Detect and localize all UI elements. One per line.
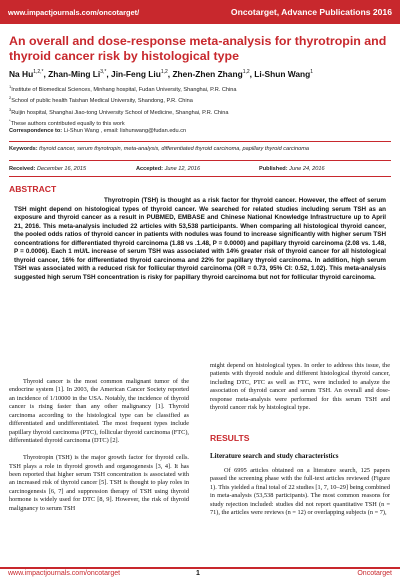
author-list: Na $Hu^{1,2,*}$, Zhan-Ming $Li^{3,*}$, Jin-Feng Liu$^{1,2}$, Zhen-Zhen Zhang$^{1,2}$, Li-Shun Wang$^1$ (9, 69, 314, 79)
received-date (9, 166, 86, 172)
journal-publication-info: Oncotarget, Advance Publications 2016 (230, 7, 392, 17)
affiliation-text: These authors contributed equally to this work (10, 121, 125, 128)
paragraph: Thyroid cancer is the most common malignant tumor of the endocrine system [1]. In 2003, the American Cancer Society reported an incidence of 1/10000 in the USA. Notably, the incidence of thyroid cancer is rising faster than any other malignancy [1]. Thyroid carcinoma according to the histological type can be classified as differentiated and undifferentiated. The most frequent types include papillary thyroid carcinoma (PTC), follicular thyroid carcinoma (FTC), differentiated thyroid carcinoma (DTC) [2]. (9, 378, 189, 445)
affiliations (9, 83, 391, 129)
article-title: An overall and dose-response meta-analysis for thyrotropin and thyroid cancer risk by histological type (9, 34, 387, 63)
results-subheading: Literature search and study characteristics (210, 452, 339, 460)
author-name: Li-Shun Wang (254, 69, 311, 79)
published-value: June 24, 2016 (289, 166, 325, 172)
divider (9, 176, 391, 177)
affiliation-marker: * (9, 118, 11, 124)
accepted-date (136, 166, 200, 172)
author-affiliation-marker: 3,* (100, 69, 107, 76)
right-column-results (210, 467, 390, 526)
footer-url[interactable]: www.impactjournals.com/oncotarget (8, 570, 121, 577)
received-label: Received: (9, 166, 36, 172)
paragraph: might depend on histological types. In order to address this issue, the patients with thyroid nodule and different histological thyroid cancer, including DTC, PTC as well as FTC, were included to analyze the association of thyroid cancer and serum TSH. An overall and dose-response meta-analysis were performed for this serum TSH and thyroid cancer risk by histological type. (210, 362, 390, 412)
author-affiliation-marker: 1,2 (160, 69, 168, 76)
keywords (9, 146, 391, 152)
published-label: Published: (259, 166, 288, 172)
results-heading: RESULTS (210, 433, 250, 443)
divider (9, 160, 391, 161)
keywords-label: Keywords: (9, 146, 38, 152)
affiliation-marker: 3 (9, 106, 12, 112)
paragraph: Of 6995 articles obtained on a literature search, 125 papers passed the screening phase with the full-text articles reviewed (Figure 1). This yielded a final total of 22 studies [1, 7, 10–29] being combined in meta-analysis (53,538 participants). The most common reasons for study rejection included: studies did not report quantitative TSH (n = 71), the articles were reviews (n = 12) or overlapping subjects (n = 7), (210, 467, 390, 517)
page-number: 1 (196, 570, 200, 577)
left-column (9, 378, 189, 522)
abstract-heading: ABSTRACT (9, 184, 57, 194)
accepted-label: Accepted: (136, 166, 164, 172)
correspondence-text[interactable]: Li-Shun Wang , email: lishunwang@fudan.edu.cn (63, 128, 187, 134)
accepted-value: June 12, 2016 (164, 166, 201, 172)
affiliation-text: Ruijin hospital, Shanghai Jiao-tong University School of Medicine, Shanghai, P.R. China (11, 109, 229, 116)
author-name: Na Hu (9, 69, 34, 79)
author-affiliation-marker: 1,2 (242, 69, 250, 76)
affiliation-text: Institute of Biomedical Sciences, Minhang hospital, Fudan University, Shanghai, P.R. China (11, 86, 237, 93)
publication-dates (9, 166, 391, 174)
correspondence-label: Correspondence to: (9, 128, 63, 134)
author-name: Zhan-Ming Li (48, 69, 101, 79)
received-value: December 16, 2015 (37, 166, 87, 172)
affiliation-text: School of public health Taishan Medical University, Shandong, P.R. China (11, 98, 193, 105)
right-column-intro (210, 362, 390, 421)
author-affiliation-marker: 1 (310, 69, 314, 76)
affiliation-line (9, 94, 391, 105)
abstract-text: Thyrotropin (TSH) is thought as a risk factor for thyroid cancer. However, the effect of serum TSH might depend on histological types of thyroid cancer. We searched for related studies including serum TSH as an exposure and thyroid cancer as a result in PUBMED, EMBASE and Chinese National Knowledge Infrastructure up to April 21, 2016. This meta-analysis included 22 articles with 53,538 participants. When comparing all histological thyroid cancer, the pooled odds ratios of thyroid cancer in patients with nodules was found to increase significantly with higher serum TSH concentrations for differentiated thyroid carcinoma (1.88 vs .1.48, P = 0.0000) and papillary thyroid carcinoma (2.08 vs. 1.48, P = 0.0006). Each 1 mU/L increase of serum TSH was associated with 14% greater risk of thyroid cancer for all histological thyroid cancer, 16% for differentiated thyroid carcinoma and 22% for papillary thyroid carcinoma. In addition, high serum TSH was associated with a reduced risk for follicular thyroid carcinoma (OR = 0.73, 95% CI: 0.52, 1.02). This meta-analysis suggested high serum TSH concentration is risky for papillary thyroid carcinoma but not for follicular thyroid carcinoma. (14, 197, 386, 281)
author-name: Zhen-Zhen Zhang (172, 69, 243, 79)
published-date (259, 166, 325, 172)
divider (9, 141, 391, 142)
affiliation-line (9, 106, 391, 117)
journal-header-bar (0, 0, 400, 24)
affiliation-line (9, 83, 391, 94)
author-name: Jin-Feng Liu (111, 69, 161, 79)
author-affiliation-marker: 1,2,* (33, 69, 44, 76)
footer-divider (0, 567, 400, 569)
footer-journal: Oncotarget (357, 570, 392, 577)
affiliation-marker: 1 (9, 84, 12, 89)
paragraph: Thyrotropin (TSH) is the major growth factor for thyroid cells. TSH plays a role in thyroid growth and organogenesis [3, 4]. It has been reported that higher serum TSH concentration is associated with an increased risk of thyroid cancer [5]. TSH is thought to play roles in carcinogenesis [6, 7] and suppression therapy of TSH using thyroid hormone is widely used for DTC [8, 9]. However, the risk of thyroid malignancy to serum TSH (9, 454, 189, 512)
correspondence (9, 128, 391, 134)
affiliation-marker: 2 (9, 95, 12, 101)
journal-url[interactable]: www.impactjournals.com/oncotarget/ (8, 7, 140, 17)
keywords-text: thyroid cancer, serum thyrotropin, meta-analysis, differentiated thyroid carcinoma, papillary thyroid carcinoma (39, 146, 310, 152)
